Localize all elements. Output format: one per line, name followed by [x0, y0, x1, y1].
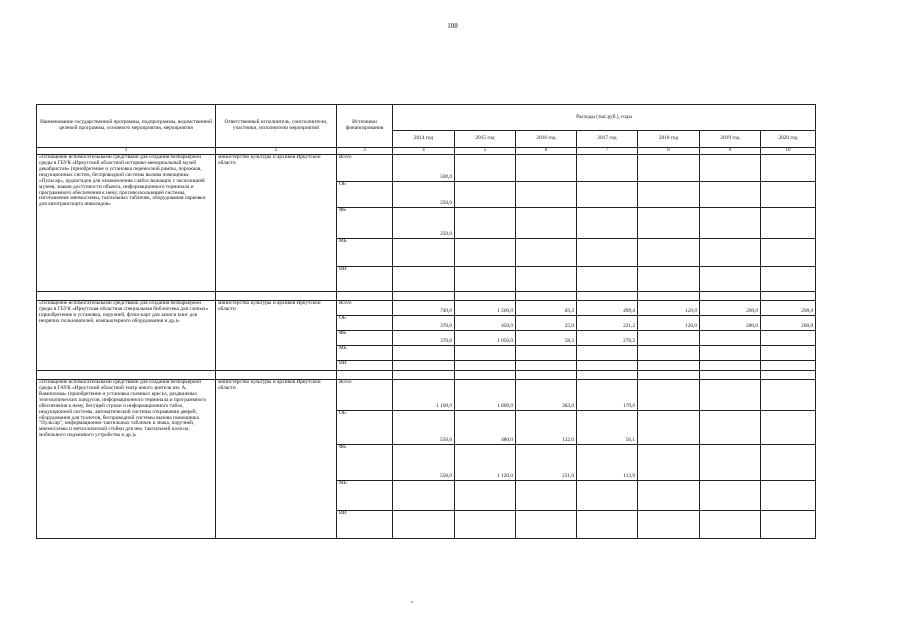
expense-value: 83,3	[516, 301, 577, 316]
expense-value	[638, 208, 700, 239]
page-number: 108	[447, 22, 458, 30]
expense-value	[700, 239, 761, 267]
column-number: 8	[638, 148, 700, 155]
column-number: 10	[761, 148, 816, 155]
spacer-cell	[700, 371, 761, 380]
expense-value: 120,0	[638, 316, 700, 331]
expense-value	[700, 208, 761, 239]
spacer-cell	[455, 292, 516, 301]
executor: министерство культуры и архивов Иркутской области	[216, 155, 337, 292]
header-funding-source: Источники финансирования	[337, 105, 393, 148]
header-expenses: Расходы (тыс.руб.), годы	[393, 105, 816, 131]
spacer-cell	[455, 371, 516, 380]
table-row	[37, 301, 816, 316]
executor: министерство культуры и архивов Иркутской области	[216, 301, 337, 371]
expense-value	[761, 481, 816, 511]
expense-value	[638, 267, 700, 292]
expense-value	[638, 331, 700, 346]
funding-source-label: ИИ	[337, 511, 393, 539]
expense-value: 250,0	[393, 182, 455, 208]
spacer-cell	[700, 292, 761, 301]
spacer-cell	[393, 292, 455, 301]
column-number: 2	[216, 148, 337, 155]
expense-value: 58,3	[516, 331, 577, 346]
spacer-cell	[761, 371, 816, 380]
expense-value	[577, 511, 638, 539]
header-year: 2016 год	[516, 131, 577, 148]
expense-value	[393, 511, 455, 539]
expense-value: 25,0	[516, 316, 577, 331]
expense-value	[761, 267, 816, 292]
expense-value	[700, 481, 761, 511]
spacer-cell	[393, 371, 455, 380]
table-header	[37, 105, 816, 155]
expense-value	[455, 346, 516, 361]
expense-value	[516, 182, 577, 208]
spacer-cell	[577, 292, 638, 301]
expense-value	[761, 331, 816, 346]
expense-value	[455, 182, 516, 208]
expense-value	[638, 182, 700, 208]
column-number: 5	[455, 148, 516, 155]
spacer-cell	[516, 371, 577, 380]
expense-value	[516, 361, 577, 371]
expense-value	[577, 361, 638, 371]
expense-value: 1 500,0	[455, 301, 516, 316]
activity-name: «Оснащение вспомогательными средствами для создания безбарьерной среды в ГАУК «Иркутский областной театр юного зрителя им. А. Вампилова» (приобретение и установка съемных кресел, раздвижных телескопических пандусов, информационного терминала и программного обеспечения к нему, бегущей строки и информационного табло, индукционной системы, автоматической системы открывания дверей, оборудования для туалетов, беспроводной системы вызова помощника "Пульсар", информационно-тактильных табличек и знака, поручней, мнемосхемы и металлической стойки для нее, тактильной полосы, мобильного подъемного устройства и др.)»	[37, 380, 216, 539]
header-executor: Ответственный исполнитель, соисполнители, участники, исполнители мероприятий	[216, 105, 337, 148]
activity-name: «Оснащение вспомогательными средствами для создания безбарьерной среды в ГБУК «Иркутский областной историко-мемориальный музей декабристов» (приобретение и установка переносной рампы, порожков, индукционных систем, беспроводной системы вызова помощника «Пульсар», аудиогидов для ознакомления слабослышащих с экспозицией музеев, знаков доступности объекта, информационного терминала и программного обеспечения к нему, противоскользящей системы, изготовление мнемосхемы, тактильных табличек, оборудования парковки для автотранспорта инвалидов»	[37, 155, 216, 292]
funding-source-label: Всего	[337, 301, 393, 316]
funding-source-label: ОБ	[337, 316, 393, 331]
expense-value: 500,0	[393, 155, 455, 182]
expense-value	[638, 239, 700, 267]
column-number: 4	[393, 148, 455, 155]
expense-value	[638, 511, 700, 539]
expense-value	[516, 511, 577, 539]
expense-value: 1 050,0	[455, 331, 516, 346]
funding-source-label: МБ	[337, 346, 393, 361]
expense-value	[577, 155, 638, 182]
expense-value	[516, 346, 577, 361]
header-year: 2018 год	[638, 131, 700, 148]
expense-value	[700, 182, 761, 208]
funding-source-label: Всего	[337, 380, 393, 411]
expense-value	[638, 445, 700, 481]
activity-name: «Оснащение вспомогательными средствами для создания безбарьерной среды в ГБУК «Иркутская областная специальная библиотека для слепых» (приобретение и установка, поручней, флэш-карт для записи книг для незрячих пользователей, компьютерного оборудования и др.)»	[37, 301, 216, 371]
expense-value	[700, 445, 761, 481]
expense-value	[393, 481, 455, 511]
table-row	[37, 155, 816, 182]
header-year: 2020 год	[761, 131, 816, 148]
expense-value: 499,4	[577, 301, 638, 316]
expense-value: 363,0	[516, 380, 577, 411]
spacer-cell	[761, 292, 816, 301]
expense-value	[455, 481, 516, 511]
expense-value	[455, 155, 516, 182]
expense-value	[638, 346, 700, 361]
expense-value	[393, 361, 455, 371]
expense-value: 550,0	[393, 445, 455, 481]
expense-value	[761, 361, 816, 371]
expense-value	[638, 361, 700, 371]
funding-source-label: ОБ	[337, 411, 393, 445]
expense-value: 56,1	[577, 411, 638, 445]
expense-value	[638, 481, 700, 511]
column-number: 1	[37, 148, 216, 155]
expense-value: 278,2	[577, 331, 638, 346]
expense-value	[761, 208, 816, 239]
expense-value	[638, 411, 700, 445]
expense-value: 200,0	[700, 316, 761, 331]
funding-source-label: ФБ	[337, 331, 393, 346]
funding-source-label: ИИ	[337, 361, 393, 371]
scan-dot	[411, 601, 413, 603]
expense-value	[638, 155, 700, 182]
expense-value	[761, 239, 816, 267]
spacer-cell	[577, 371, 638, 380]
expense-value	[393, 239, 455, 267]
expense-value	[393, 267, 455, 292]
table-row	[37, 380, 816, 411]
expense-value	[700, 267, 761, 292]
expense-value: 1 100,0	[393, 380, 455, 411]
funding-source-label: ИИ	[337, 267, 393, 292]
funding-source-label: МБ	[337, 239, 393, 267]
expense-value	[761, 445, 816, 481]
expense-value	[700, 346, 761, 361]
expense-value	[577, 182, 638, 208]
expense-value	[577, 346, 638, 361]
expense-value	[516, 267, 577, 292]
expense-value	[455, 361, 516, 371]
header-program-name: Наименование государственной программы, подпрограммы, ведомственной целевой программы, основного мероприятия, мероприятия	[37, 105, 216, 148]
expense-value	[455, 208, 516, 239]
expense-value: 113,9	[577, 445, 638, 481]
expense-value	[577, 208, 638, 239]
spacer-cell	[638, 371, 700, 380]
expense-value: 170,0	[577, 380, 638, 411]
expense-value	[700, 331, 761, 346]
expense-value	[700, 361, 761, 371]
budget-table	[36, 104, 816, 539]
expense-value	[455, 239, 516, 267]
expense-value: 200,0	[700, 301, 761, 316]
expense-value	[761, 346, 816, 361]
expense-value: 250,0	[393, 208, 455, 239]
expense-value: 200,0	[761, 316, 816, 331]
header-year: 2015 год	[455, 131, 516, 148]
expense-value: 370,0	[393, 331, 455, 346]
expense-value: 370,0	[393, 316, 455, 331]
funding-source-label: ОБ	[337, 182, 393, 208]
expense-value	[761, 511, 816, 539]
header-year: 2014 год	[393, 131, 455, 148]
expense-value	[700, 380, 761, 411]
expense-value	[761, 380, 816, 411]
expense-value	[700, 511, 761, 539]
expense-value	[516, 239, 577, 267]
expense-value	[393, 346, 455, 361]
funding-source-label: ФБ	[337, 445, 393, 481]
header-year: 2019 год	[700, 131, 761, 148]
expense-value: 1 600,0	[455, 380, 516, 411]
column-number: 6	[516, 148, 577, 155]
column-number: 9	[700, 148, 761, 155]
expense-value	[761, 155, 816, 182]
expense-value: 200,0	[761, 301, 816, 316]
expense-value	[761, 182, 816, 208]
column-number: 7	[577, 148, 638, 155]
expense-value: 740,0	[393, 301, 455, 316]
executor: министерство культуры и архивов Иркутской области	[216, 380, 337, 539]
expense-value: 120,0	[638, 301, 700, 316]
funding-source-label: ФБ	[337, 208, 393, 239]
expense-value	[577, 239, 638, 267]
expense-value	[700, 411, 761, 445]
expense-value: 221,2	[577, 316, 638, 331]
expense-value: 550,0	[393, 411, 455, 445]
expense-value	[577, 267, 638, 292]
expense-value	[638, 380, 700, 411]
expense-value: 1 120,0	[455, 445, 516, 481]
column-number: 3	[337, 148, 393, 155]
expense-value	[577, 481, 638, 511]
expense-value: 450,0	[455, 316, 516, 331]
expense-value: 132,0	[516, 411, 577, 445]
table-body	[37, 155, 816, 539]
header-year: 2017 год	[577, 131, 638, 148]
expense-value	[761, 411, 816, 445]
expense-value	[455, 267, 516, 292]
funding-source-label: Всего	[337, 155, 393, 182]
funding-source-label: МБ	[337, 481, 393, 511]
expense-value: 231,0	[516, 445, 577, 481]
expense-value	[455, 511, 516, 539]
expense-value	[516, 481, 577, 511]
expense-value	[516, 208, 577, 239]
expense-value	[516, 155, 577, 182]
expense-value	[700, 155, 761, 182]
spacer-cell	[516, 292, 577, 301]
expense-value: 480,0	[455, 411, 516, 445]
spacer-cell	[638, 292, 700, 301]
